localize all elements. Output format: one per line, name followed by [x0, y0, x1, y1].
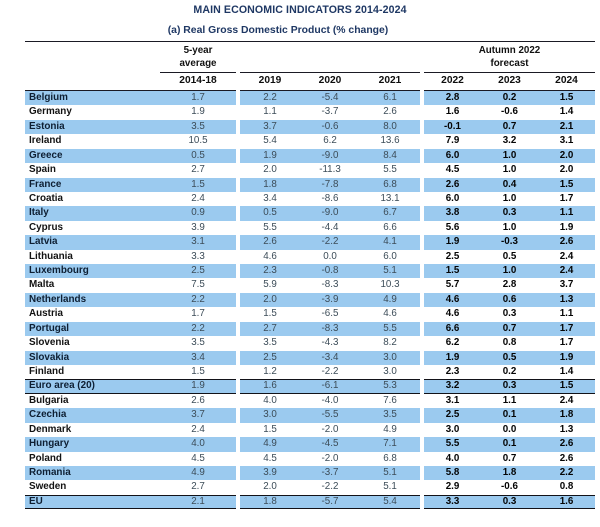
value-cell: 6.6 — [424, 322, 481, 336]
value-cell: 3.2 — [481, 134, 538, 148]
value-cell: 0.1 — [481, 408, 538, 422]
value-cell: 0.3 — [481, 307, 538, 321]
country-name: Croatia — [25, 192, 160, 206]
table-row — [25, 206, 595, 220]
country-name: Slovakia — [25, 351, 160, 365]
value-cell: 1.9 — [160, 379, 236, 393]
value-cell: 1.8 — [481, 466, 538, 480]
country-name: Spain — [25, 163, 160, 177]
value-cell: 3.3 — [424, 495, 481, 509]
value-cell: 5.6 — [424, 221, 481, 235]
value-cell: 1.1 — [538, 307, 595, 321]
value-cell: 3.7 — [160, 408, 236, 422]
value-cell: 1.9 — [160, 105, 236, 119]
value-cell: 5.1 — [360, 466, 420, 480]
table-row — [25, 134, 595, 148]
table-row — [25, 351, 595, 365]
value-cell: 2.2 — [240, 91, 300, 105]
value-cell: -5.5 — [300, 408, 360, 422]
value-cell: 7.9 — [424, 134, 481, 148]
table-row — [25, 466, 595, 480]
value-cell: 2.4 — [538, 264, 595, 278]
value-cell: 2.7 — [240, 322, 300, 336]
value-cell: 1.7 — [538, 192, 595, 206]
table-row — [25, 178, 595, 192]
year-header-2021: 2021 — [360, 73, 420, 91]
table-row — [25, 149, 595, 163]
table-row — [25, 495, 595, 509]
value-cell: -8.3 — [300, 322, 360, 336]
value-cell: 5.4 — [240, 134, 300, 148]
value-cell: 6.0 — [360, 250, 420, 264]
country-name: Ireland — [25, 134, 160, 148]
value-cell: 2.2 — [538, 466, 595, 480]
value-cell: 2.6 — [160, 394, 236, 408]
value-cell: 3.4 — [240, 192, 300, 206]
table-row — [25, 394, 595, 408]
value-cell: 1.0 — [481, 192, 538, 206]
value-cell: -8.6 — [300, 192, 360, 206]
value-cell: 2.4 — [538, 394, 595, 408]
value-cell: 1.1 — [240, 105, 300, 119]
value-cell: 4.9 — [160, 466, 236, 480]
country-name: Romania — [25, 466, 160, 480]
value-cell: 1.4 — [538, 105, 595, 119]
value-cell: -2.2 — [300, 480, 360, 494]
forecast-group-line1: Autumn 2022 — [478, 45, 541, 56]
value-cell: 1.3 — [538, 293, 595, 307]
avg-group-line2: average — [179, 57, 217, 69]
value-cell: 1.0 — [481, 149, 538, 163]
value-cell: 3.8 — [424, 206, 481, 220]
year-header-2020: 2020 — [300, 73, 360, 91]
avg-group-header — [160, 44, 236, 73]
value-cell: 1.2 — [240, 365, 300, 379]
value-cell: 2.4 — [538, 250, 595, 264]
value-cell: -6.1 — [300, 379, 360, 393]
value-cell: 4.0 — [240, 394, 300, 408]
value-cell: 3.3 — [160, 250, 236, 264]
value-cell: 0.6 — [481, 293, 538, 307]
value-cell: 1.7 — [538, 336, 595, 350]
value-cell: 2.5 — [424, 250, 481, 264]
value-cell: 2.0 — [240, 480, 300, 494]
value-cell: 3.7 — [538, 278, 595, 292]
table-row — [25, 250, 595, 264]
value-cell: 6.8 — [360, 178, 420, 192]
value-cell: 5.4 — [360, 495, 420, 509]
value-cell: 3.7 — [240, 120, 300, 134]
value-cell: 6.7 — [360, 206, 420, 220]
value-cell: -3.9 — [300, 293, 360, 307]
value-cell: 2.0 — [538, 149, 595, 163]
value-cell: 0.0 — [481, 423, 538, 437]
value-cell: 0.7 — [481, 322, 538, 336]
value-cell: 0.8 — [481, 336, 538, 350]
value-cell: 7.1 — [360, 437, 420, 451]
value-cell: 10.3 — [360, 278, 420, 292]
table-row — [25, 235, 595, 249]
value-cell: 4.5 — [240, 452, 300, 466]
value-cell: 2.7 — [160, 480, 236, 494]
value-cell: -2.0 — [300, 423, 360, 437]
value-cell: -4.4 — [300, 221, 360, 235]
value-cell: 2.8 — [481, 278, 538, 292]
value-cell: 3.1 — [424, 394, 481, 408]
value-cell: 2.7 — [160, 163, 236, 177]
value-cell: 0.5 — [240, 206, 300, 220]
table-row — [25, 91, 595, 105]
value-cell: 2.6 — [538, 235, 595, 249]
value-cell: 3.2 — [424, 379, 481, 393]
table-row — [25, 307, 595, 321]
table-row — [25, 264, 595, 278]
value-cell: 5.5 — [360, 163, 420, 177]
value-cell: 3.9 — [240, 466, 300, 480]
page-title: MAIN ECONOMIC INDICATORS 2014-2024 — [193, 4, 407, 16]
value-cell: -4.3 — [300, 336, 360, 350]
value-cell: 2.6 — [424, 178, 481, 192]
country-name: Germany — [25, 105, 160, 119]
value-cell: 6.1 — [360, 91, 420, 105]
value-cell: 1.7 — [538, 322, 595, 336]
country-name: Luxembourg — [25, 264, 160, 278]
value-cell: 8.2 — [360, 336, 420, 350]
country-name: France — [25, 178, 160, 192]
value-cell: -4.5 — [300, 437, 360, 451]
value-cell: 1.9 — [240, 149, 300, 163]
value-cell: 4.0 — [424, 452, 481, 466]
value-cell: 3.9 — [160, 221, 236, 235]
value-cell: 1.1 — [481, 394, 538, 408]
table-row — [25, 120, 595, 134]
value-cell: -9.0 — [300, 149, 360, 163]
value-cell: 1.0 — [481, 221, 538, 235]
value-cell: 1.9 — [424, 351, 481, 365]
value-cell: 2.5 — [240, 351, 300, 365]
value-cell: 7.6 — [360, 394, 420, 408]
table-row — [25, 408, 595, 422]
value-cell: 3.5 — [160, 120, 236, 134]
country-name: Malta — [25, 278, 160, 292]
value-cell: 6.0 — [424, 149, 481, 163]
value-cell: -4.0 — [300, 394, 360, 408]
value-cell: -0.6 — [300, 120, 360, 134]
value-cell: 1.4 — [538, 365, 595, 379]
value-cell: 0.3 — [481, 379, 538, 393]
country-column-header — [25, 44, 160, 73]
value-cell: -2.0 — [300, 452, 360, 466]
avg-group-line1: 5-year — [183, 45, 213, 56]
value-cell: 4.9 — [360, 423, 420, 437]
value-cell: 5.8 — [424, 466, 481, 480]
value-cell: 2.6 — [240, 235, 300, 249]
country-name: Greece — [25, 149, 160, 163]
value-cell: 6.2 — [424, 336, 481, 350]
value-cell: 1.1 — [538, 206, 595, 220]
value-cell: -8.3 — [300, 278, 360, 292]
value-cell: 1.5 — [424, 264, 481, 278]
value-cell: 0.8 — [538, 480, 595, 494]
value-cell: 8.0 — [360, 120, 420, 134]
country-name: Czechia — [25, 408, 160, 422]
table-row — [25, 322, 595, 336]
country-name: Latvia — [25, 235, 160, 249]
value-cell: 2.6 — [360, 105, 420, 119]
table-row — [25, 423, 595, 437]
forecast-group-header — [424, 44, 595, 73]
table-row — [25, 163, 595, 177]
value-cell: 2.0 — [240, 163, 300, 177]
value-cell: 5.3 — [360, 379, 420, 393]
value-cell: -5.7 — [300, 495, 360, 509]
history-group-header — [240, 44, 420, 73]
value-cell: 8.4 — [360, 149, 420, 163]
report-page — [0, 4, 600, 527]
year-header-2014-18: 2014-18 — [160, 73, 236, 91]
table-row — [25, 452, 595, 466]
value-cell: -0.6 — [481, 105, 538, 119]
value-cell: 2.3 — [424, 365, 481, 379]
value-cell: 10.5 — [160, 134, 236, 148]
country-name: EU — [25, 495, 160, 509]
value-cell: 4.6 — [360, 307, 420, 321]
value-cell: 2.4 — [160, 423, 236, 437]
value-cell: 4.6 — [240, 250, 300, 264]
value-cell: -9.0 — [300, 206, 360, 220]
table-row — [25, 480, 595, 494]
year-header-2019: 2019 — [240, 73, 300, 91]
value-cell: 2.2 — [160, 322, 236, 336]
value-cell: 4.1 — [360, 235, 420, 249]
value-cell: 0.2 — [481, 91, 538, 105]
value-cell: 3.1 — [538, 134, 595, 148]
value-cell: 2.4 — [160, 192, 236, 206]
value-cell: 0.2 — [481, 365, 538, 379]
table-row — [25, 105, 595, 119]
value-cell: 3.0 — [360, 365, 420, 379]
value-cell: 5.5 — [360, 322, 420, 336]
value-cell: 2.0 — [240, 293, 300, 307]
value-cell: 1.8 — [240, 495, 300, 509]
value-cell: 3.4 — [160, 351, 236, 365]
value-cell: 0.4 — [481, 178, 538, 192]
value-cell: 1.9 — [424, 235, 481, 249]
value-cell: -0.1 — [424, 120, 481, 134]
year-header-2024: 2024 — [538, 73, 595, 91]
group-header-row — [25, 44, 595, 73]
country-name: Belgium — [25, 91, 160, 105]
value-cell: 0.0 — [300, 250, 360, 264]
value-cell: 6.2 — [300, 134, 360, 148]
country-name: Estonia — [25, 120, 160, 134]
country-name: Portugal — [25, 322, 160, 336]
value-cell: 1.5 — [538, 178, 595, 192]
value-cell: 13.6 — [360, 134, 420, 148]
value-cell: 4.9 — [360, 293, 420, 307]
country-name: Cyprus — [25, 221, 160, 235]
value-cell: 1.7 — [160, 307, 236, 321]
year-header-2023: 2023 — [481, 73, 538, 91]
country-name: Sweden — [25, 480, 160, 494]
value-cell: 1.6 — [538, 495, 595, 509]
value-cell: 1.5 — [538, 379, 595, 393]
value-cell: -3.4 — [300, 351, 360, 365]
value-cell: 2.6 — [538, 452, 595, 466]
value-cell: -3.7 — [300, 466, 360, 480]
country-name: Denmark — [25, 423, 160, 437]
value-cell: 5.1 — [360, 480, 420, 494]
value-cell: 4.0 — [160, 437, 236, 451]
value-cell: 1.5 — [160, 178, 236, 192]
country-name: Lithuania — [25, 250, 160, 264]
country-column-header — [25, 73, 160, 91]
value-cell: 1.9 — [538, 221, 595, 235]
value-cell: -3.7 — [300, 105, 360, 119]
value-cell: 2.8 — [424, 91, 481, 105]
value-cell: 2.2 — [160, 293, 236, 307]
value-cell: 2.6 — [538, 437, 595, 451]
value-cell: 2.3 — [240, 264, 300, 278]
value-cell: 1.5 — [160, 365, 236, 379]
value-cell: -7.8 — [300, 178, 360, 192]
value-cell: 5.9 — [240, 278, 300, 292]
value-cell: 2.1 — [160, 495, 236, 509]
value-cell: 5.5 — [240, 221, 300, 235]
value-cell: 3.1 — [160, 235, 236, 249]
value-cell: 3.0 — [240, 408, 300, 422]
table-row — [25, 192, 595, 206]
country-name: Poland — [25, 452, 160, 466]
year-header-2022: 2022 — [424, 73, 481, 91]
value-cell: 2.5 — [424, 408, 481, 422]
value-cell: 1.5 — [240, 307, 300, 321]
value-cell: 0.7 — [481, 452, 538, 466]
table-body — [25, 91, 595, 509]
value-cell: 13.1 — [360, 192, 420, 206]
value-cell: 5.1 — [360, 264, 420, 278]
value-cell: -6.5 — [300, 307, 360, 321]
year-header-row — [25, 73, 595, 91]
country-name: Slovenia — [25, 336, 160, 350]
country-name: Finland — [25, 365, 160, 379]
value-cell: 4.5 — [160, 452, 236, 466]
value-cell: 0.5 — [481, 351, 538, 365]
value-cell: 1.6 — [424, 105, 481, 119]
value-cell: 1.5 — [538, 91, 595, 105]
value-cell: 6.6 — [360, 221, 420, 235]
country-name: Euro area (20) — [25, 379, 160, 393]
value-cell: 2.1 — [538, 120, 595, 134]
table-row — [25, 293, 595, 307]
table-row — [25, 278, 595, 292]
table-header — [25, 41, 595, 91]
value-cell: -11.3 — [300, 163, 360, 177]
value-cell: 1.3 — [538, 423, 595, 437]
value-cell: 0.3 — [481, 206, 538, 220]
value-cell: 3.5 — [240, 336, 300, 350]
value-cell: 6.8 — [360, 452, 420, 466]
value-cell: -2.2 — [300, 365, 360, 379]
value-cell: 0.5 — [160, 149, 236, 163]
value-cell: 3.0 — [424, 423, 481, 437]
table-row — [25, 437, 595, 451]
value-cell: 0.5 — [481, 250, 538, 264]
value-cell: 3.5 — [160, 336, 236, 350]
value-cell: 2.9 — [424, 480, 481, 494]
value-cell: 5.5 — [424, 437, 481, 451]
value-cell: 0.9 — [160, 206, 236, 220]
forecast-group-line2: forecast — [490, 57, 529, 69]
value-cell: 3.5 — [360, 408, 420, 422]
value-cell: 4.6 — [424, 293, 481, 307]
value-cell: 1.8 — [538, 408, 595, 422]
value-cell: 4.9 — [240, 437, 300, 451]
table-subtitle: (a) Real Gross Domestic Product (% change) — [167, 25, 389, 36]
value-cell: -2.2 — [300, 235, 360, 249]
value-cell: 1.5 — [240, 423, 300, 437]
value-cell: 1.0 — [481, 163, 538, 177]
country-name: Austria — [25, 307, 160, 321]
value-cell: 5.7 — [424, 278, 481, 292]
country-name: Italy — [25, 206, 160, 220]
value-cell: 4.5 — [424, 163, 481, 177]
value-cell: 1.8 — [240, 178, 300, 192]
country-name: Netherlands — [25, 293, 160, 307]
value-cell: 0.7 — [481, 120, 538, 134]
value-cell: 4.6 — [424, 307, 481, 321]
value-cell: 2.5 — [160, 264, 236, 278]
value-cell: 6.0 — [424, 192, 481, 206]
value-cell: 1.0 — [481, 264, 538, 278]
value-cell: 0.3 — [481, 495, 538, 509]
value-cell: 0.1 — [481, 437, 538, 451]
value-cell: -0.6 — [481, 480, 538, 494]
value-cell: 1.9 — [538, 351, 595, 365]
value-cell: 1.7 — [160, 91, 236, 105]
table-row — [25, 379, 595, 393]
value-cell: 2.0 — [538, 163, 595, 177]
value-cell: 3.0 — [360, 351, 420, 365]
value-cell: -5.4 — [300, 91, 360, 105]
table-row — [25, 365, 595, 379]
value-cell: -0.3 — [481, 235, 538, 249]
country-name: Hungary — [25, 437, 160, 451]
gdp-table — [25, 41, 595, 509]
value-cell: 7.5 — [160, 278, 236, 292]
table-row — [25, 221, 595, 235]
table-row — [25, 336, 595, 350]
value-cell: 1.6 — [240, 379, 300, 393]
country-name: Bulgaria — [25, 394, 160, 408]
value-cell: -0.8 — [300, 264, 360, 278]
